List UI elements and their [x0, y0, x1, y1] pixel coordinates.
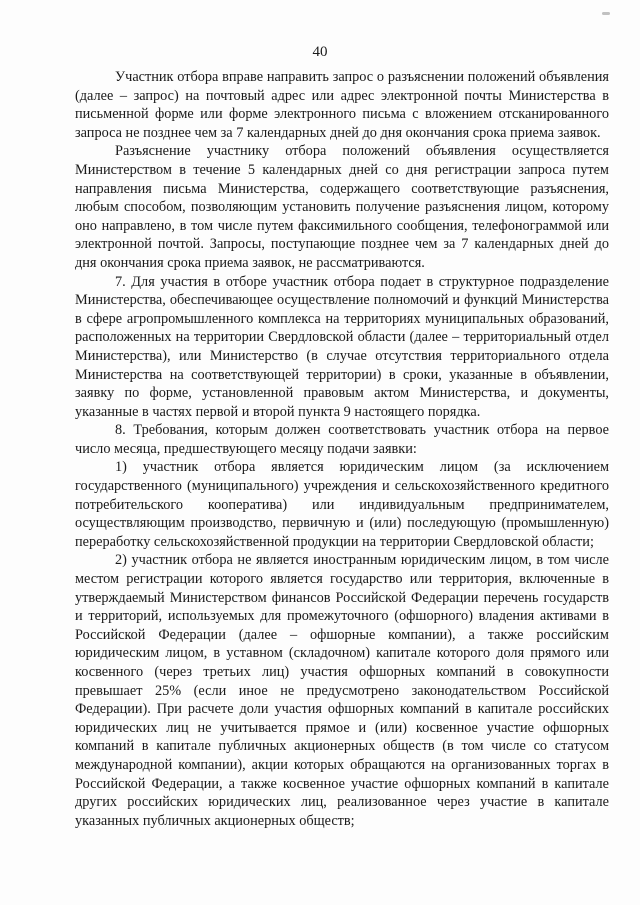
paragraph-item-8: 8. Требования, которым должен соответствовать участник отбора на первое число месяца, предшествующего месяцу подачи заявки: — [75, 422, 609, 457]
page-number: 40 — [312, 44, 328, 60]
paragraph-clarification-request: Участник отбора вправе направить запрос о разъяснении положений объявления (далее – запрос) на почтовый адрес или адрес электронной почты Министерства в письменной форме или форме электронного письма с вложением отсканированного запроса не позднее чем за 7 календарных дней до дня окончания срока приема заявок. — [75, 69, 609, 141]
scan-mark — [602, 12, 610, 15]
paragraph-subitem-2: 2) участник отбора не является иностранным юридическим лицом, в том числе местом регистрации которого является государство или территория, включенные в утверждаемый Министерством финансов Российской Федерации перечень государств и территорий, используемых для промежуточного (офшорного) владения активами в Российской Федерации (далее – офшорные компании), а также российским юридическим лицом, в уставном (складочном) капитале которого доля прямого или косвенного (через третьих лиц) участия офшорных компаний в совокупности превышает 25% (если иное не предусмотрено законодательством Российской Федерации). При расчете доли участия офшорных компаний в капитале российских юридических лиц не учитывается прямое и (или) косвенное участие офшорных компаний в капитале публичных акционерных обществ (в том числе со статусом международной компании), акции которых обращаются на организованных торгах в Российской Федерации, а также косвенное участие офшорных компаний в капитале других российских юридических лиц, реализованное через участие в капитале указанных публичных акционерных обществ; — [75, 552, 609, 829]
document-body — [75, 68, 609, 830]
paragraph-clarification-response: Разъяснение участнику отбора положений объявления осуществляется Министерством в течение 5 календарных дней со дня регистрации запроса путем направления письма Министерства, содержащего соответствующие разъяснения, любым способом, позволяющим установить получение разъяснения лицом, которому оно направлено, в том числе путем факсимильного сообщения, телефонограммой или электронной почтой. Запросы, поступающие позднее чем за 7 календарных дней до дня окончания срока приема заявок, не рассматриваются. — [75, 143, 609, 271]
paragraph-subitem-1: 1) участник отбора является юридическим лицом (за исключением государственного (муниципального) учреждения и сельскохозяйственного кредитного потребительского кооператива) или индивидуальным предпринимателем, осуществляющим производство, первичную и (или) последующую (промышленную) переработку сельскохозяйственной продукции на территории Свердловской области; — [75, 459, 609, 550]
paragraph-item-7: 7. Для участия в отборе участник отбора подает в структурное подразделение Министерства, обеспечивающее осуществление полномочий и функций Министерства в сфере агропромышленного комплекса на территориях муниципальных образований, расположенных на территории Свердловской области (далее – территориальный отдел Министерства), или Министерство (в случае отсутствия территориального отдела Министерства на соответствующей территории) в сроки, указанные в объявлении, заявку по форме, установленной правовым актом Министерства, и документы, указанные в частях первой и второй пункта 9 настоящего порядка. — [75, 273, 609, 420]
